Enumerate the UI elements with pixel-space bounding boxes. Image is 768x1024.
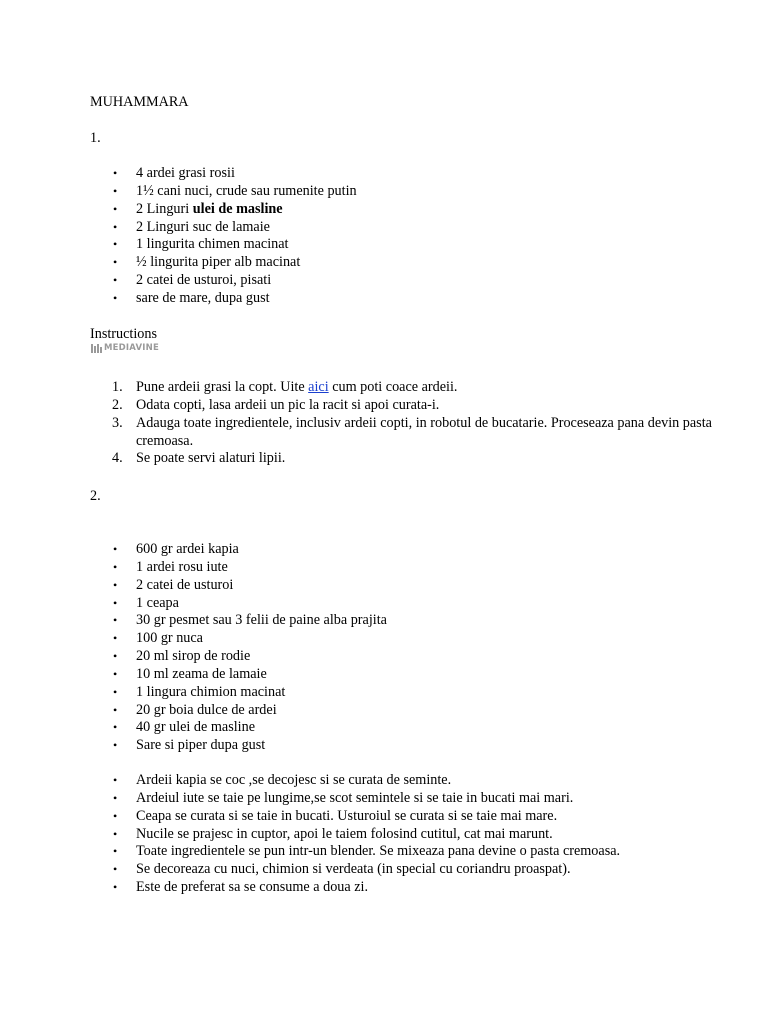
list-item [90, 826, 730, 844]
step-text: Ceapa se curata si se taie in bucati. Usturoiul se curata si se taie mai mare. [136, 807, 558, 824]
ingredient-text: 100 gr nuca [136, 630, 203, 647]
ingredient-text: 600 gr ardei kapia [136, 541, 239, 557]
list-item [90, 684, 730, 702]
list-item [90, 219, 730, 237]
list-item [90, 879, 730, 897]
step-text: Ardeii kapia se coc ,se decojesc si se curata de seminte. [136, 772, 452, 788]
ingredient-bold-text: ulei de masline [192, 200, 283, 217]
ingredient-text: 10 ml zeama de lamaie [136, 665, 267, 682]
list-item [90, 702, 730, 720]
list-item [90, 379, 722, 397]
list-item [90, 808, 730, 826]
list-item [90, 666, 730, 684]
step-text: cum poti coace ardeii. [328, 379, 458, 395]
ingredient-text: ½ lingurita piper alb macinat [136, 254, 301, 271]
list-item [90, 450, 722, 468]
section-1-number: 1. [90, 130, 101, 146]
list-item [90, 861, 730, 879]
list-item [90, 790, 730, 808]
list-item [90, 541, 730, 559]
list-item [90, 719, 730, 737]
ingredient-text: 30 gr pesmet sau 3 felii de paine alba prajita [136, 612, 387, 629]
step-number: 3. [112, 414, 123, 431]
ingredient-text: 1½ cani nuci, crude sau rumenite putin [136, 182, 357, 199]
step-number: 1. [112, 379, 123, 395]
list-item [90, 612, 730, 630]
ingredient-text: 2 catei de usturoi [136, 576, 234, 593]
mediavine-mark-icon [91, 344, 102, 353]
mediavine-logo-text: MEDIAVINE [104, 343, 159, 353]
ingredient-text: 1 lingurita chimen macinat [136, 236, 289, 253]
step-text: Adauga toate ingredientele, inclusiv ardeii copti, in robotul de bucatarie. Proceseaza pana devin pasta cremoasa. [136, 414, 712, 449]
step-text: Se poate servi alaturi lipii. [136, 450, 286, 467]
list-item [90, 290, 730, 308]
ingredient-text: 40 gr ulei de masline [136, 719, 255, 736]
list-item [90, 397, 722, 415]
section-1-steps-list [90, 379, 722, 468]
instructions-heading: Instructions [90, 326, 157, 342]
ingredient-text: 1 ardei rosu iute [136, 558, 228, 575]
ingredient-text: 2 Linguri [136, 200, 193, 217]
ingredient-text: 1 ceapa [136, 594, 179, 611]
step-text: Pune ardeii grasi la copt. Uite [136, 379, 309, 395]
list-item [90, 165, 730, 183]
ingredient-text: sare de mare, dupa gust [136, 289, 270, 306]
list-item [90, 183, 730, 201]
mediavine-logo [91, 343, 159, 354]
ingredient-text: 20 ml sirop de rodie [136, 648, 251, 665]
list-item [90, 843, 730, 861]
list-item [90, 236, 730, 254]
list-item [90, 272, 730, 290]
ingredient-text: 2 catei de usturoi, pisati [136, 272, 272, 289]
section-2-steps-list [90, 772, 730, 897]
ingredient-text: Sare si piper dupa gust [136, 737, 266, 754]
ingredient-text: 4 ardei grasi rosii [136, 165, 235, 181]
section-1-ingredient-list [90, 165, 730, 308]
step-text: Odata copti, lasa ardeii un pic la racit si apoi curata-i. [136, 396, 440, 413]
list-item [90, 737, 730, 755]
step-number: 4. [112, 450, 123, 467]
list-item [90, 648, 730, 666]
ingredient-text: 1 lingura chimion macinat [136, 683, 286, 700]
list-item [90, 772, 730, 790]
step-number: 2. [112, 396, 123, 413]
section-2-number: 2. [90, 488, 101, 504]
list-item [90, 201, 730, 219]
list-item [90, 577, 730, 595]
recipe-title: MUHAMMARA [90, 94, 189, 110]
list-item [90, 630, 730, 648]
list-item [90, 559, 730, 577]
step-text: Nucile se prajesc in cuptor, apoi le taiem folosind cutitul, cat mai marunt. [136, 825, 553, 842]
step-text: Se decoreaza cu nuci, chimion si verdeata (in special cu coriandru proaspat). [136, 861, 571, 878]
step-text: Toate ingredientele se pun intr-un blender. Se mixeaza pana devine o pasta cremoasa. [136, 843, 621, 860]
aici-link[interactable]: aici [308, 379, 329, 395]
section-2-ingredient-list [90, 541, 730, 755]
step-text: Ardeiul iute se taie pe lungime,se scot semintele si se taie in bucati mai mari. [136, 789, 574, 806]
step-text: Este de preferat sa se consume a doua zi. [136, 879, 369, 896]
ingredient-text: 20 gr boia dulce de ardei [136, 701, 277, 718]
list-item [90, 254, 730, 272]
list-item [90, 415, 722, 451]
list-item [90, 595, 730, 613]
ingredient-text: 2 Linguri suc de lamaie [136, 218, 270, 235]
